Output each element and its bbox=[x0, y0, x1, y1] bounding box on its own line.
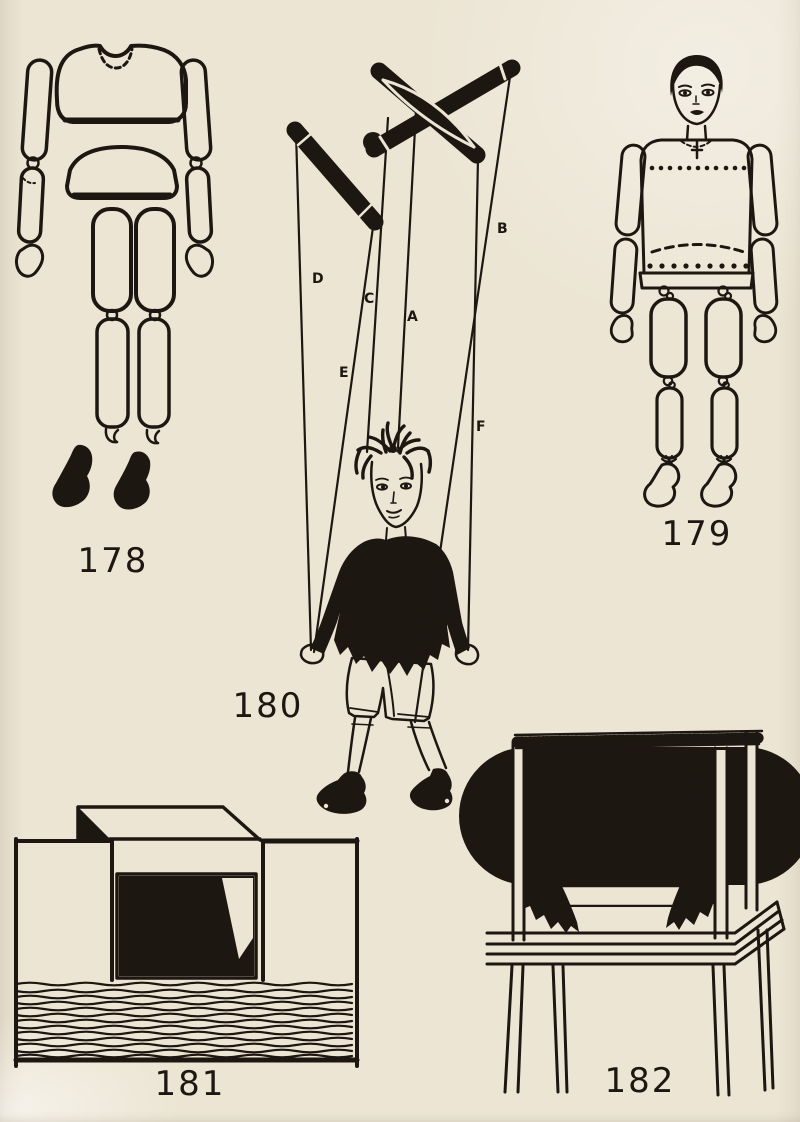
figure-180-label: 180 bbox=[232, 686, 304, 726]
right-hand bbox=[755, 316, 776, 342]
collar-knot bbox=[692, 142, 702, 158]
neck bbox=[687, 126, 706, 140]
left-foot bbox=[52, 445, 92, 507]
eyebrows bbox=[679, 85, 714, 88]
right-thigh bbox=[706, 299, 741, 377]
left-forearm bbox=[18, 167, 44, 242]
right-shoe-highlight bbox=[445, 799, 449, 803]
string-d bbox=[296, 132, 311, 650]
front-right-post-fill bbox=[716, 750, 727, 938]
right-hand-piece bbox=[186, 245, 212, 276]
left-upper-arm bbox=[22, 59, 53, 160]
left-forearm-dashed-mark bbox=[23, 178, 35, 183]
torso bbox=[641, 140, 752, 273]
hair-knot bbox=[389, 445, 397, 453]
figure-179-label: 179 bbox=[661, 514, 733, 554]
right-foot bbox=[702, 464, 736, 506]
string-label-f: F bbox=[476, 419, 486, 435]
string-label-d: D bbox=[312, 271, 324, 287]
right-shin bbox=[139, 319, 169, 427]
figure-178-label: 178 bbox=[77, 541, 149, 581]
right-shoe bbox=[410, 768, 452, 810]
left-foot bbox=[645, 464, 679, 506]
left-forearm bbox=[610, 238, 637, 313]
string-label-e: E bbox=[339, 365, 349, 381]
left-shin bbox=[657, 388, 682, 458]
figure-181-label: 181 bbox=[154, 1064, 226, 1104]
figure-181-stage-front bbox=[16, 807, 357, 1104]
figure-179-assembled-puppet bbox=[610, 55, 777, 554]
lips bbox=[690, 110, 704, 115]
left-pupil bbox=[683, 91, 687, 95]
shorts-seam bbox=[387, 666, 394, 716]
ragged-jacket bbox=[310, 536, 452, 676]
figure-182-label: 182 bbox=[604, 1061, 676, 1101]
right-pupil bbox=[404, 484, 408, 488]
left-hand bbox=[611, 316, 632, 342]
roof-shadow-triangle bbox=[78, 807, 110, 839]
waist-dashed-arc bbox=[652, 245, 744, 253]
left-ankle-hook bbox=[106, 429, 118, 442]
lower-lip bbox=[389, 516, 399, 518]
right-shin bbox=[712, 388, 737, 458]
left-pupil bbox=[381, 485, 385, 489]
right-thigh bbox=[136, 209, 174, 311]
left-back-leg bbox=[553, 966, 558, 1092]
string-b bbox=[415, 70, 511, 722]
string-label-c: C bbox=[364, 291, 375, 307]
left-hand-piece bbox=[16, 245, 42, 276]
figure-178-disassembled-puppet bbox=[16, 46, 212, 581]
right-ankle-hook bbox=[147, 430, 159, 443]
chest-dotted-row bbox=[650, 166, 747, 171]
torso-piece bbox=[57, 46, 186, 122]
right-back-leg bbox=[758, 930, 765, 1090]
right-pupil bbox=[706, 91, 710, 95]
top-fringe bbox=[517, 738, 759, 742]
nose bbox=[391, 492, 396, 503]
waist-dotted-row bbox=[647, 263, 748, 268]
string-a bbox=[398, 110, 416, 448]
right-forearm bbox=[186, 167, 212, 242]
nose bbox=[693, 96, 699, 104]
left-shoe bbox=[317, 771, 367, 814]
hair bbox=[670, 55, 722, 96]
torso-hem-band bbox=[640, 273, 753, 288]
right-foot bbox=[114, 451, 151, 509]
string-label-a: A bbox=[407, 309, 418, 325]
figure-180-marionette bbox=[233, 64, 512, 814]
pelvis-piece bbox=[67, 147, 177, 198]
left-thigh bbox=[651, 299, 686, 377]
mouth bbox=[387, 510, 401, 513]
left-shin bbox=[97, 319, 128, 427]
leg-rocker-bar bbox=[295, 130, 375, 222]
left-thigh bbox=[93, 209, 131, 311]
right-front-leg bbox=[713, 966, 718, 1095]
water-hatch-lines bbox=[16, 983, 352, 1058]
string-c bbox=[367, 118, 388, 452]
eyebrows bbox=[376, 478, 412, 481]
figure-182-table-theatre bbox=[487, 731, 786, 1101]
knee-wire-loops bbox=[664, 377, 729, 388]
string-label-b: B bbox=[497, 221, 508, 237]
bare-legs bbox=[348, 718, 446, 772]
right-forearm bbox=[750, 238, 777, 313]
string-f bbox=[468, 158, 478, 650]
left-shoe-highlight bbox=[324, 804, 328, 808]
left-front-leg bbox=[505, 966, 512, 1092]
